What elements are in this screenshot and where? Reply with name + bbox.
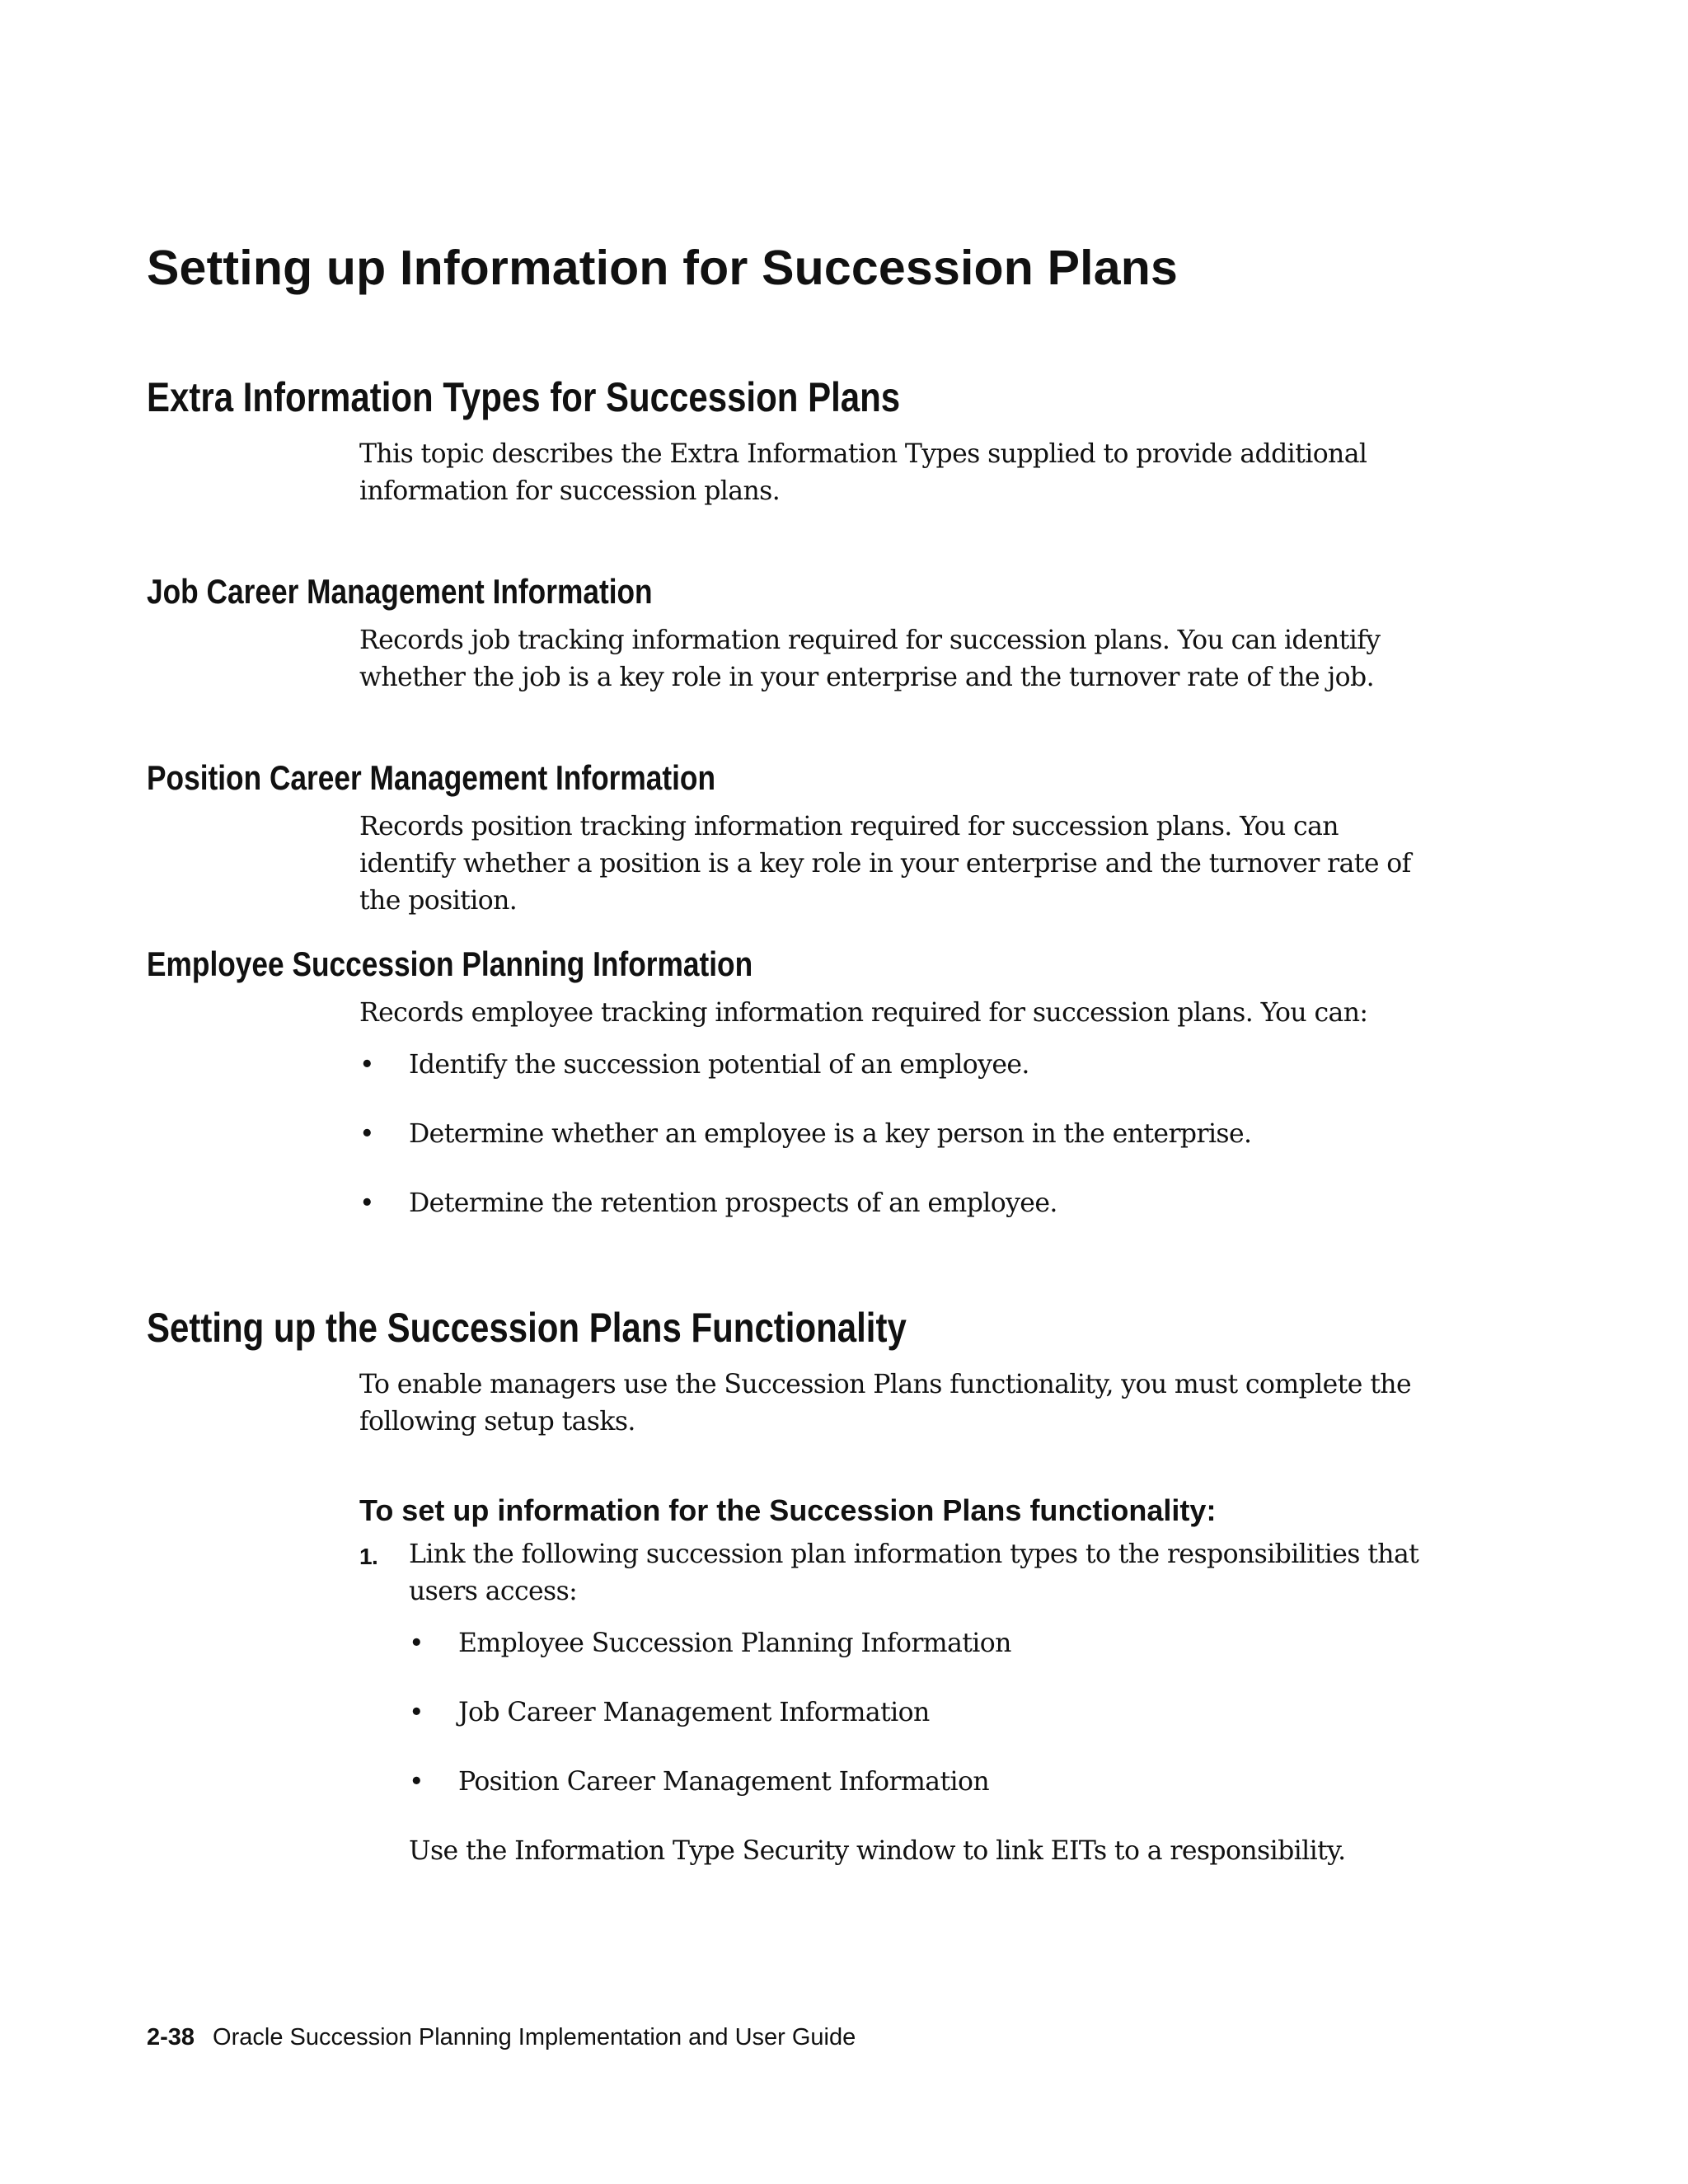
section-heading-setup: Setting up the Succession Plans Functionality <box>147 1305 907 1351</box>
bullet-icon: • <box>409 1698 424 1727</box>
section-eit-intro: This topic describes the Extra Information Types supplied to provide additional information for succession plans. <box>359 439 1367 506</box>
step-number: 1. <box>359 1544 378 1569</box>
bullet-icon: • <box>359 1188 374 1218</box>
heading-job-career: Job Career Management Information <box>147 572 653 611</box>
bullet-icon: • <box>409 1767 424 1797</box>
heading-position-career: Position Career Management Information <box>147 758 716 797</box>
employee-succession-text: Records employee tracking information required for succession plans. You can: <box>359 998 1368 1028</box>
document-page: Setting up Information for Succession Plans Extra Information Types for Succession Plans This topic describes the Extra Information Types supplied to provide additional information for succession plans. Job Career Management Information Records job tracking information required for succession plans. You can identify whether the job is a key role in your enterprise and the turnover rate of the job. Position Career Management Information Records position tracking information required for succession plans. You can identify whether a position is a key role in your enterprise and the turnover rate of the position. Employee Succession Planning Information Records employee tracking information required for succession plans. You can: • Identify the succession potential of an employee. • Determine whether an employee is a key person in the enterprise. • Determine the retention prospects of an employee. Setting up the Succession Plans Functionality To enable managers use the Succession Plans functionality, you must complete the following setup tasks. To set up information for the Succession Plans functionality: 1. Link the following succession plan information types to the responsibilities that users access: • Employee Succession Planning Information • Job Career Management Information • Position Career Management Information Use the Information Type Security window to link EITs to a responsibility. 2-38 Oracle Succession Planning Implementation and User Guide <box>0 0 1688 2184</box>
step-note: Use the Information Type Security window to link EITs to a responsibility. <box>409 1836 1346 1866</box>
position-career-text: Records position tracking information required for succession plans. You can identify whether a position is a key role in your enterprise and the turnover rate of the position. <box>359 812 1411 916</box>
bullet-icon: • <box>409 1629 424 1658</box>
guide-title: Oracle Succession Planning Implementation and User Guide <box>213 2024 856 2050</box>
procedure-title: To set up information for the Succession Plans functionality: <box>359 1493 1217 1527</box>
procedure-step <box>359 1536 1431 1610</box>
page-title: Setting up Information for Succession Plans <box>147 241 1179 295</box>
section-setup-intro: To enable managers use the Succession Plans functionality, you must complete the following setup tasks. <box>359 1370 1411 1436</box>
page-footer <box>147 2026 856 2050</box>
section-heading-eit: Extra Information Types for Succession Plans <box>147 374 901 420</box>
page-number: 2-38 <box>147 2024 195 2050</box>
heading-employee-succession: Employee Succession Planning Information <box>147 944 753 983</box>
bullet-icon: • <box>359 1050 374 1080</box>
step-text: Link the following succession plan information types to the responsibilities that users access: <box>409 1540 1419 1606</box>
bullet-icon: • <box>359 1119 374 1149</box>
job-career-text: Records job tracking information required for succession plans. You can identify whether the job is a key role in your enterprise and the turnover rate of the job. <box>359 626 1381 692</box>
